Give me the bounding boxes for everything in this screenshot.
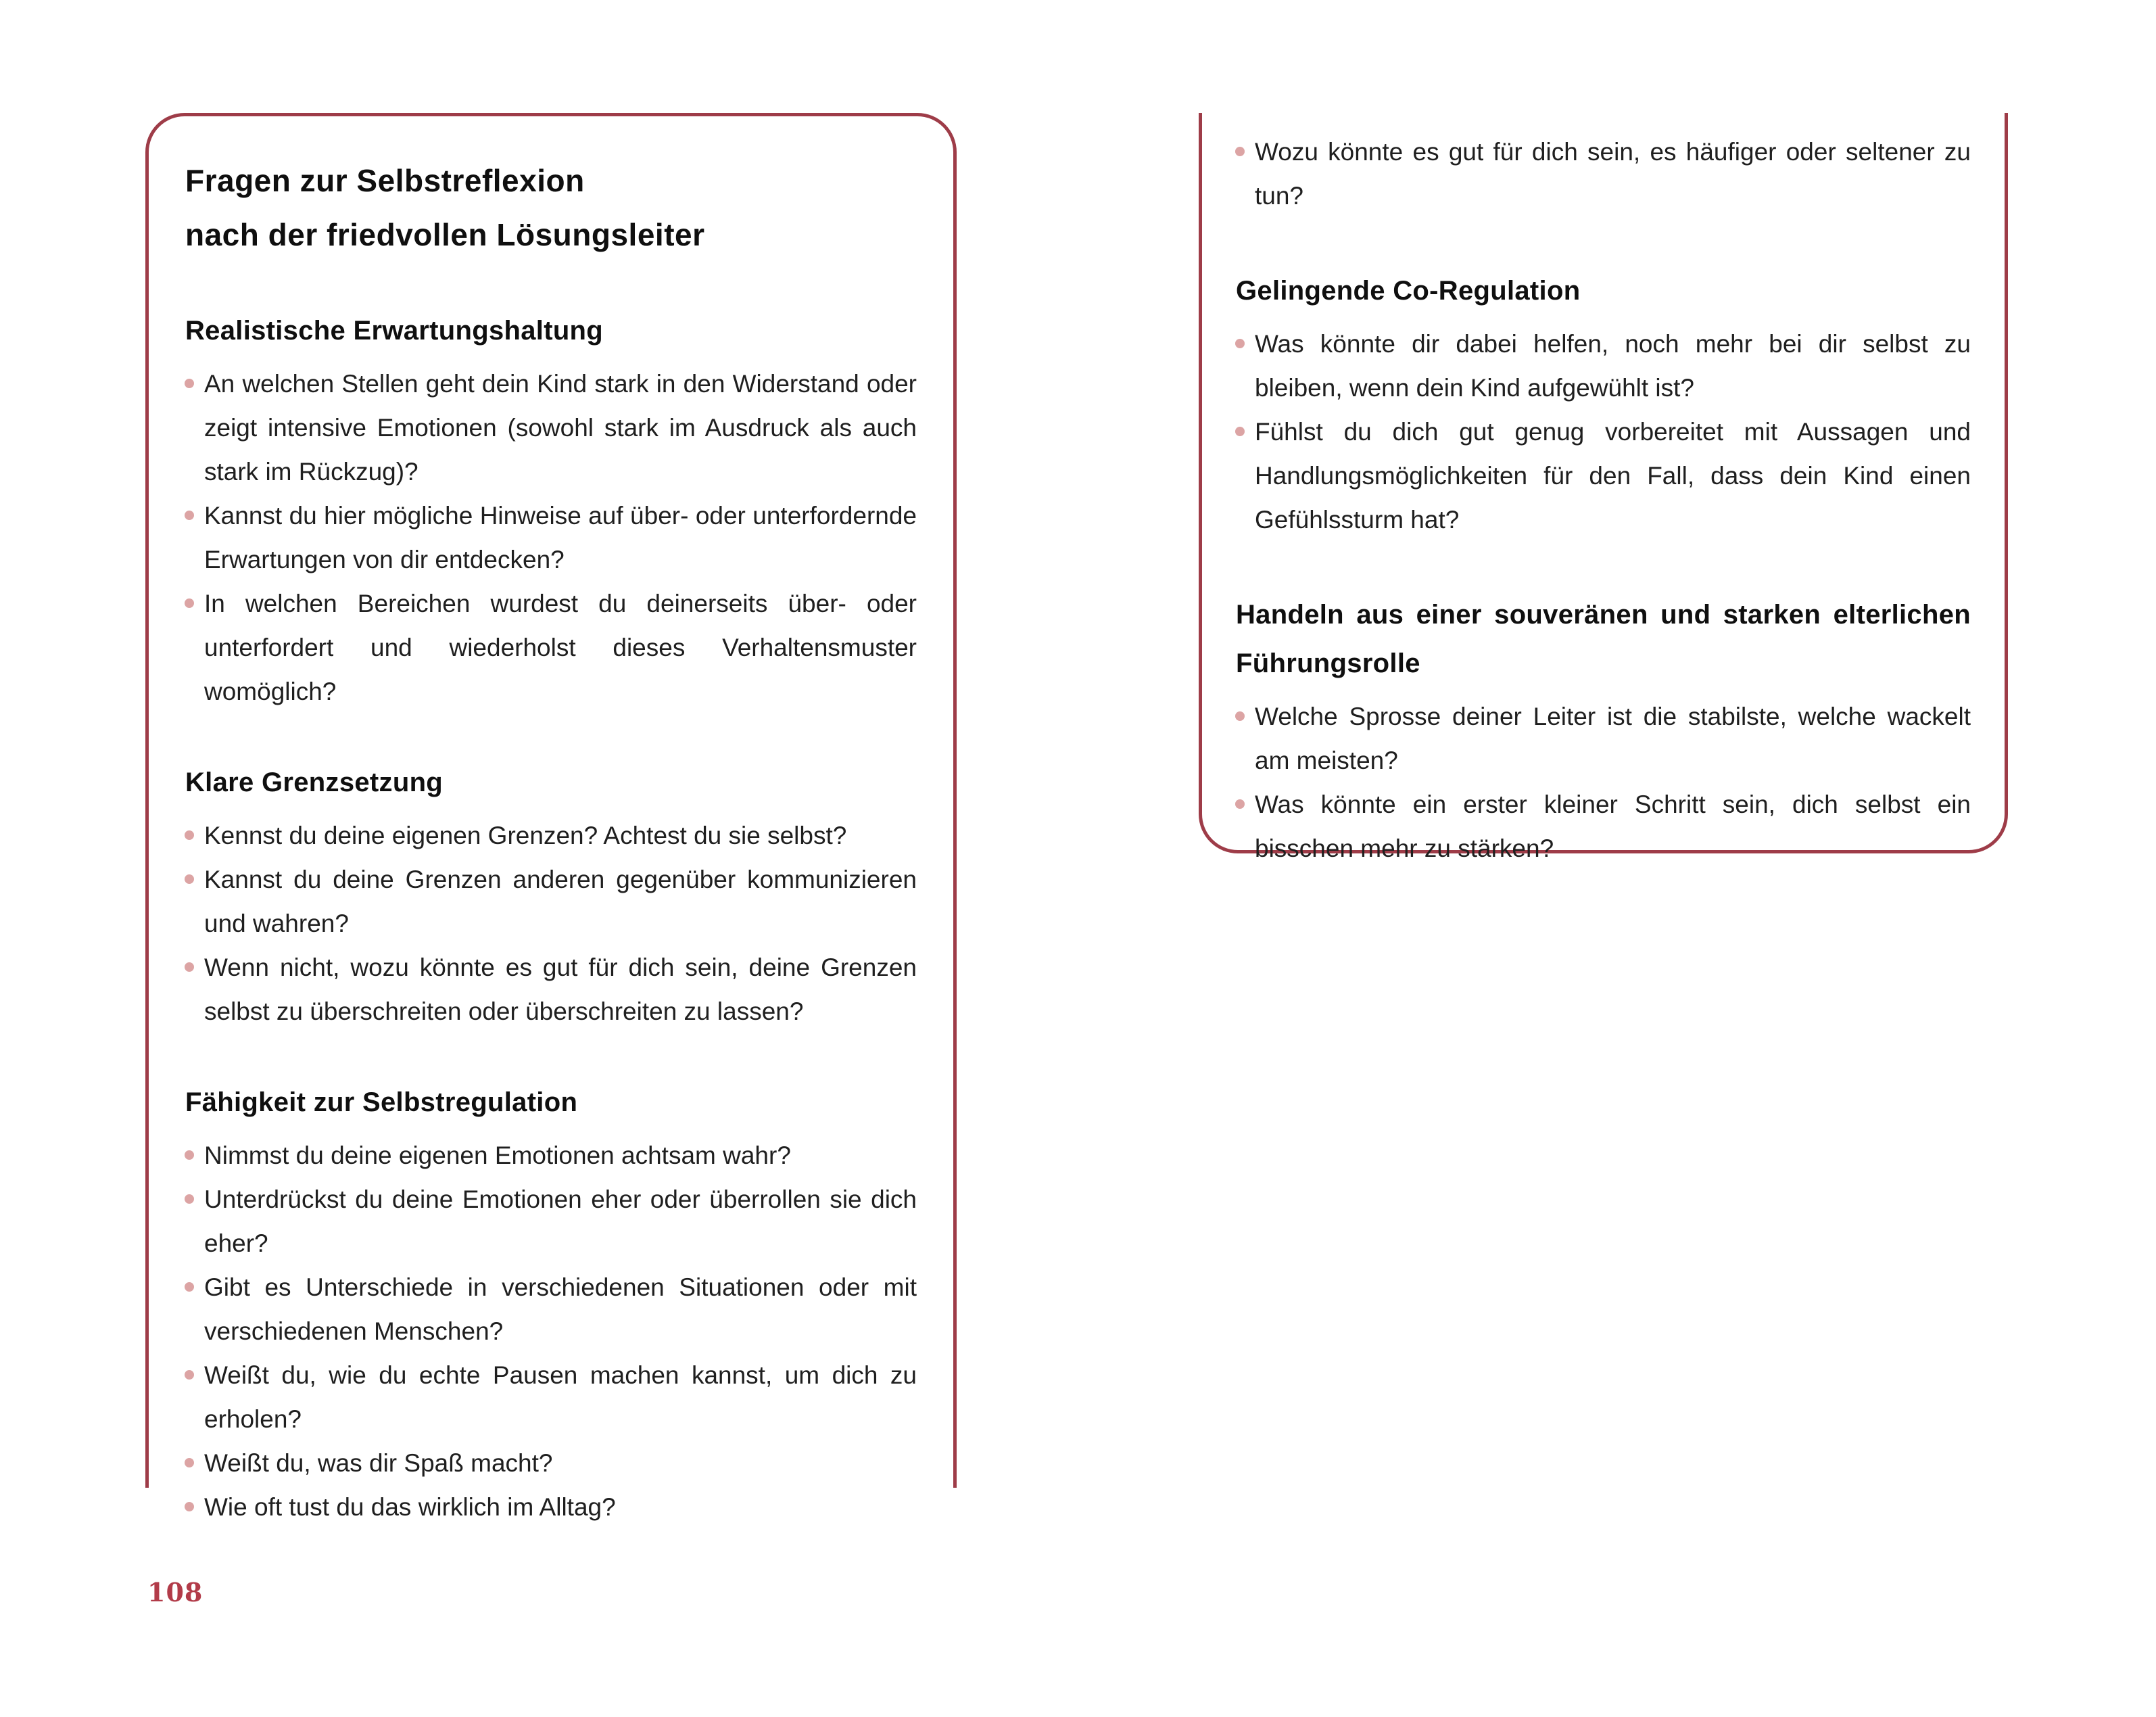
- bullet-dot-icon: [185, 1282, 194, 1292]
- list-item: [1255, 782, 1971, 870]
- box-title-line: Fragen zur Selbstreflexion: [185, 163, 585, 198]
- bullet-text: Kannst du deine Grenzen anderen gegenüber kommunizieren und wahren?: [204, 866, 917, 937]
- section-heading: Gelingende Co-Regulation: [1236, 276, 1581, 306]
- section-faehigkeit-zur-selbstregulation: [185, 1078, 917, 1529]
- list-item: [204, 857, 917, 945]
- bullet-dot-icon: [185, 1150, 194, 1160]
- section-realistische-erwartungshaltung: [185, 306, 917, 713]
- bullet-dot-icon: [1235, 799, 1245, 809]
- bullet-dot-icon: [185, 1194, 194, 1204]
- bullet-dot-icon: [185, 1458, 194, 1467]
- bullet-dot-icon: [185, 598, 194, 608]
- list-item: [204, 1133, 917, 1177]
- list-item: [1255, 695, 1971, 782]
- bullet-dot-icon: [185, 1370, 194, 1380]
- bullet-text: Weißt du, was dir Spaß macht?: [204, 1449, 553, 1477]
- list-item: [1255, 410, 1971, 542]
- bullet-text: Wenn nicht, wozu könnte es gut für dich sein, deine Grenzen selbst zu überschreiten oder überschreiten zu lassen?: [204, 954, 917, 1025]
- list-item: [204, 582, 917, 713]
- list-item: [1255, 322, 1971, 410]
- bullet-list: [1236, 322, 1971, 542]
- bullet-list-continued: [1236, 130, 1971, 218]
- bullet-text: In welchen Bereichen wurdest du deinerseits über- oder unterfordert und wiederholst dieses Verhaltensmuster womöglich?: [204, 590, 917, 705]
- box-title-line: nach der friedvollen Lösungsleiter: [185, 217, 705, 252]
- bullet-dot-icon: [185, 379, 194, 388]
- bullet-text: Unterdrückst du deine Emotionen eher oder überrollen sie dich eher?: [204, 1185, 917, 1257]
- bullet-text: Gibt es Unterschiede in verschiedenen Situationen oder mit verschiedenen Menschen?: [204, 1273, 917, 1345]
- bullet-text: Kannst du hier mögliche Hinweise auf über- oder unterfordernde Erwartungen von dir entdecken?: [204, 502, 917, 573]
- list-item: [204, 1441, 917, 1485]
- list-item: [204, 494, 917, 582]
- list-item: [204, 1265, 917, 1353]
- bullet-dot-icon: [185, 830, 194, 840]
- bullet-text: An welchen Stellen geht dein Kind stark in den Widerstand oder zeigt intensive Emotionen (sowohl stark im Ausdruck als auch stark im Rückzug)?: [204, 370, 917, 486]
- bullet-text: Weißt du, wie du echte Pausen machen kannst, um dich zu erholen?: [204, 1361, 917, 1433]
- bullet-text: Was könnte ein erster kleiner Schritt sein, dich selbst ein bisschen mehr zu stärken?: [1255, 791, 1971, 862]
- list-item: [204, 362, 917, 494]
- bullet-list: [185, 814, 917, 1033]
- bullet-list: [1236, 695, 1971, 870]
- bullet-text: Was könnte dir dabei helfen, noch mehr bei dir selbst zu bleiben, wenn dein Kind aufgewühlt ist?: [1255, 330, 1971, 402]
- list-item: [204, 945, 917, 1033]
- section-gelingende-co-regulation: [1236, 266, 1971, 542]
- list-item: [204, 814, 917, 857]
- list-item: [1255, 130, 1971, 218]
- bullet-text: Kennst du deine eigenen Grenzen? Achtest du sie selbst?: [204, 822, 847, 849]
- list-item: [204, 1177, 917, 1265]
- bullet-dot-icon: [1235, 339, 1245, 348]
- bullet-list: [185, 1133, 917, 1529]
- section-heading: Realistische Erwartungshaltung: [185, 316, 604, 346]
- bullet-dot-icon: [185, 1502, 194, 1511]
- bullet-dot-icon: [185, 511, 194, 520]
- bullet-text: Fühlst du dich gut genug vorbereitet mit Aussagen und Handlungsmöglichkeiten für den Fall, dass dein Kind einen Gefühlssturm hat?: [1255, 418, 1971, 534]
- bullet-dot-icon: [185, 874, 194, 884]
- list-item: [204, 1485, 917, 1529]
- box-title: [185, 154, 917, 262]
- bullet-text: Welche Sprosse deiner Leiter ist die stabilste, welche wackelt am meisten?: [1255, 703, 1971, 774]
- bullet-text: Nimmst du deine eigenen Emotionen achtsam wahr?: [204, 1142, 791, 1169]
- reflection-box-left-column: [145, 113, 957, 1521]
- section-klare-grenzsetzung: [185, 758, 917, 1033]
- bullet-dot-icon: [185, 962, 194, 972]
- bullet-dot-icon: [1235, 427, 1245, 436]
- section-heading: Klare Grenzsetzung: [185, 768, 444, 797]
- section-heading: Handeln aus einer souveränen und starken elterlichen Führungsrolle: [1236, 600, 1971, 678]
- list-item: [204, 1353, 917, 1441]
- bullet-list: [185, 362, 917, 713]
- page-number: 108: [147, 1577, 203, 1607]
- section-handeln-aus-fuehrungsrolle: [1236, 590, 1971, 870]
- bullet-dot-icon: [1235, 711, 1245, 721]
- section-heading: Fähigkeit zur Selbstregulation: [185, 1087, 578, 1117]
- bullet-text: Wie oft tust du das wirklich im Alltag?: [204, 1493, 616, 1521]
- bullet-dot-icon: [1235, 147, 1245, 156]
- bullet-text: Wozu könnte es gut für dich sein, es häufiger oder seltener zu tun?: [1255, 138, 1971, 210]
- reflection-box-right-column: [1199, 113, 2008, 862]
